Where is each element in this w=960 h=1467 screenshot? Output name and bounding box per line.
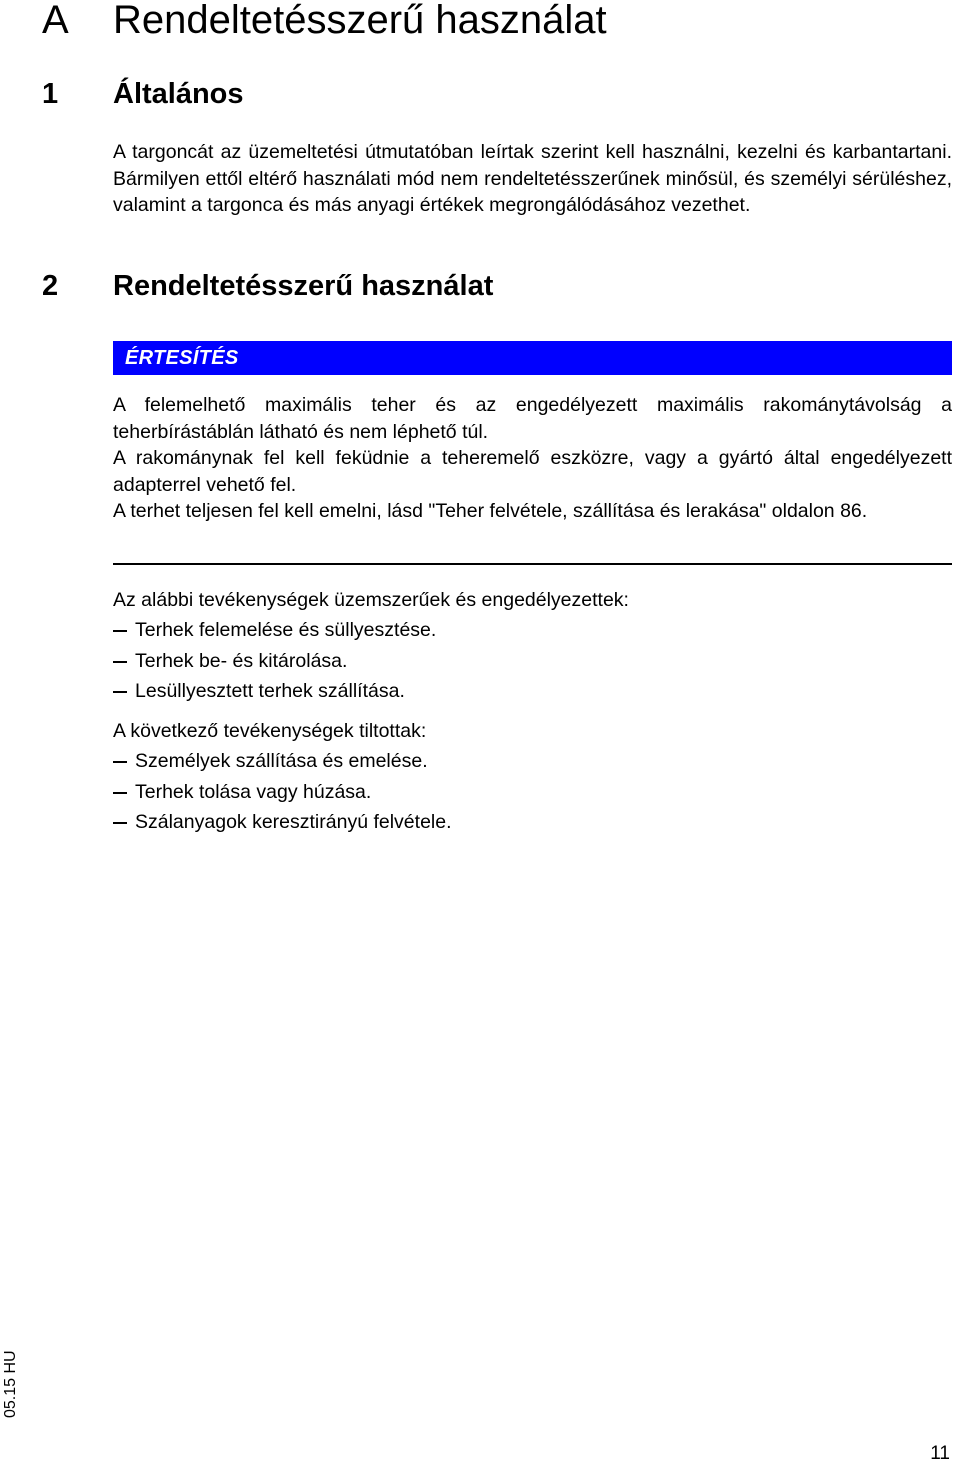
section-2-number: 2 [42, 270, 59, 302]
list-item: Szálanyagok keresztirányú felvétele. [113, 809, 452, 840]
section-2-heading [42, 268, 493, 304]
notice-end-rule [113, 563, 952, 565]
chapter-title [42, 0, 607, 44]
notice-paragraph: A terhet teljesen fel kell emelni, lásd "Teher felvétele, szállítása és lerakása" oldalon 86. [113, 500, 868, 522]
permitted-lead: Az alábbi tevékenységek üzemszerűek és engedélyezettek: [113, 589, 629, 611]
list-item: Személyek szállítása és emelése. [113, 748, 452, 779]
prohibited-list [113, 748, 452, 840]
notice-body [113, 392, 952, 525]
document-code: 05.15 HU [2, 1350, 19, 1418]
list-item: Terhek be- és kitárolása. [113, 648, 436, 679]
list-item: Terhek tolása vagy húzása. [113, 779, 452, 810]
section-1-paragraph: A targoncát az üzemeltetési útmutatóban leírtak szerint kell használni, kezelni és karbantartani. Bármilyen ettől eltérő használati mód nem rendeltetésszerűnek minősül, és személyi sérüléshez, valamint a targonca és más anyagi értékek megrongálódásához vezethet. [113, 141, 952, 216]
notice-label: ÉRTESÍTÉS [125, 347, 239, 369]
notice-paragraph: A rakománynak fel kell feküdnie a teheremelő eszközre, vagy a gyártó által engedélyezett adapterrel vehető fel. [113, 447, 952, 496]
notice-paragraph: A felemelhető maximális teher és az engedélyezett maximális rakománytávolság a teherbírástáblán látható és nem léphető túl. [113, 394, 952, 443]
chapter-title-text: Rendeltetésszerű használat [113, 0, 607, 42]
section-1-heading [42, 76, 244, 112]
dash-bullet [113, 691, 127, 693]
dash-bullet [113, 761, 127, 763]
page-number: 11 [930, 1443, 950, 1464]
permitted-list [113, 617, 436, 709]
dash-bullet [113, 792, 127, 794]
dash-bullet [113, 630, 127, 632]
section-1-title: Általános [113, 78, 244, 110]
list-item: Terhek felemelése és süllyesztése. [113, 617, 436, 648]
dash-bullet [113, 661, 127, 663]
chapter-letter: A [42, 0, 69, 42]
list-item: Lesüllyesztett terhek szállítása. [113, 678, 436, 709]
section-1-number: 1 [42, 78, 59, 110]
prohibited-lead: A következő tevékenységek tiltottak: [113, 720, 427, 742]
dash-bullet [113, 822, 127, 824]
notice-banner [113, 341, 952, 375]
section-2-title: Rendeltetésszerű használat [113, 270, 494, 302]
